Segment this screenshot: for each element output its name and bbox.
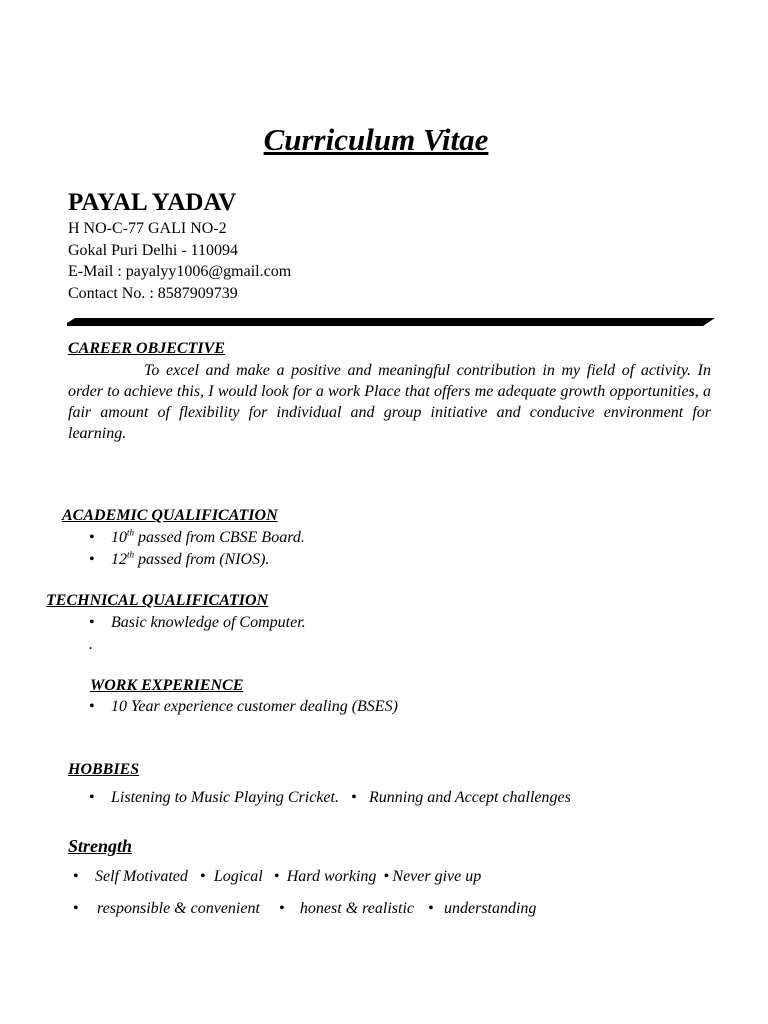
address-line-1: H NO-C-77 GALI NO-2 xyxy=(68,220,227,237)
academic-item: • 12th passed from (NIOS). xyxy=(89,549,270,568)
career-objective-text: To excel and make a positive and meaningful contribution in my field of activity. In order to achieve this, I would look for a work Place that offers me adequate growth opportunities, a fair amount of flexibility for individual and group initiative and conducive environment for learning. xyxy=(68,362,711,442)
technical-item: • Basic knowledge of Computer. xyxy=(89,614,306,631)
strength-row: • responsible & convenient • honest & realistic • understanding xyxy=(73,900,537,917)
technical-heading: TECHNICAL QUALIFICATION xyxy=(46,592,269,609)
candidate-name: PAYAL YADAV xyxy=(68,189,237,216)
academic-heading: ACADEMIC QUALIFICATION xyxy=(62,507,278,524)
header-divider xyxy=(67,317,715,327)
academic-item: • 10th passed from CBSE Board. xyxy=(89,527,305,546)
work-experience-heading: WORK EXPERIENCE xyxy=(90,677,244,694)
stray-mark: . xyxy=(89,636,93,653)
address-line-2: Gokal Puri Delhi - 110094 xyxy=(68,242,239,259)
career-objective-heading: CAREER OBJECTIVE xyxy=(68,340,225,357)
strength-row: • Self Motivated • Logical • Hard working • Never give up xyxy=(73,868,482,885)
hobbies-item: • Listening to Music Playing Cricket. • Running and Accept challenges xyxy=(89,789,571,806)
hobbies-heading: HOBBIES xyxy=(68,761,140,778)
work-experience-item: • 10 Year experience customer dealing (BSES) xyxy=(89,698,398,715)
phone-line: Contact No. : 8587909739 xyxy=(68,285,238,302)
document-title: Curriculum Vitae xyxy=(263,122,489,157)
strength-heading: Strength xyxy=(68,836,133,856)
email-line: E-Mail : payalyy1006@gmail.com xyxy=(68,263,292,280)
